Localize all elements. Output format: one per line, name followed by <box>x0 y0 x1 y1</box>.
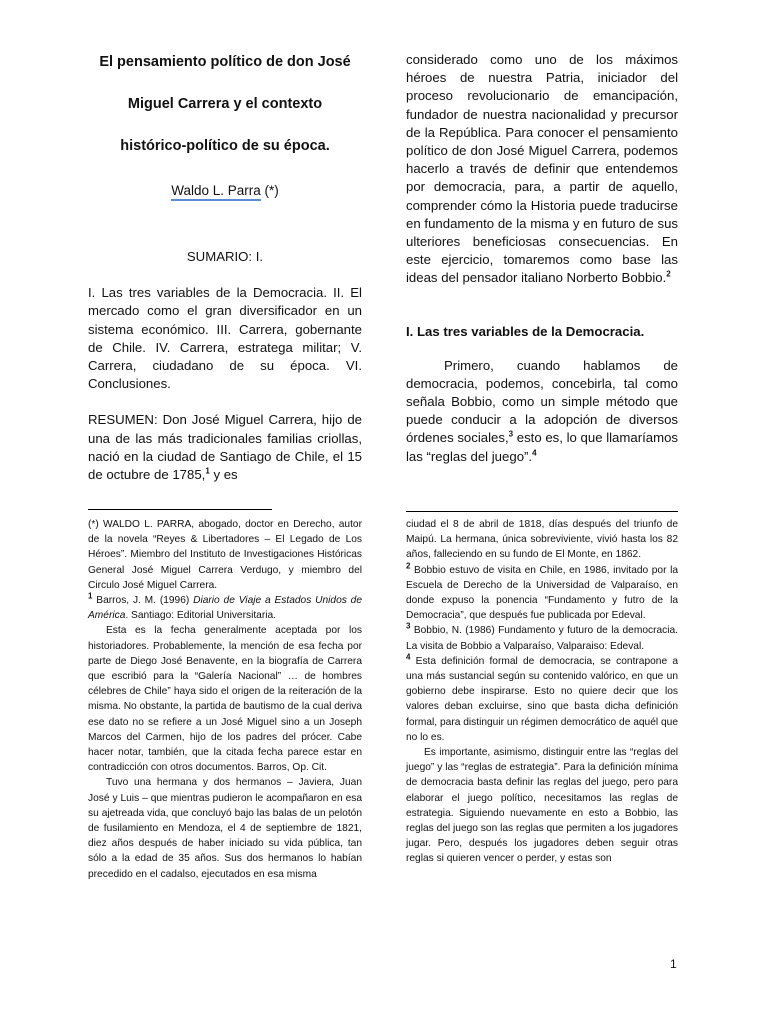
section-paragraph <box>406 357 678 466</box>
sumario-heading: SUMARIO: I. <box>186 249 264 264</box>
footnote-separator-left <box>88 509 272 510</box>
footnote-1-book-title: Diario de Viaje a Estados Unidos de América <box>88 595 362 622</box>
sumario-block <box>88 248 362 484</box>
resumen-text-1: RESUMEN: Don José Miguel Carrera, hijo de una de las más tradicionales familias criollas, nació en la ciudad de Santiago de Chile, el 15 de octubre de 1785, <box>88 412 362 483</box>
continuation-text: considerado como uno de los máximos héroes de nuestra Patria, iniciador del proceso revolucionario de emancipación, fundador de nuestra nacionalidad y precursor de la República. Para conocer el pensamiento político de don José Miguel Carrera, podemos hacerlo a través de definir que entendemos por democracia, para, a partir de aquello, comprender cómo la Historia puede traducirse en fundamento de la misma y en futuro de sus ulteriores beneficiosas consecuencias. En este ejercicio, tomaremos como base las ideas del pensador italiano Norberto Bobbio. <box>406 52 678 286</box>
footnotes-right <box>406 517 678 867</box>
footnote-2-number: 2 <box>406 561 411 571</box>
title-line-1: El pensamiento político de don José <box>99 54 351 70</box>
footnotes-left <box>88 517 362 882</box>
resumen-ref-1[interactable]: 1 <box>205 466 210 476</box>
author-mark: (*) <box>260 183 279 198</box>
footnote-1-text-b: . Santiago: Editorial Universitaria. <box>125 610 276 622</box>
sumario-text: I. Las tres variables de la Democracia. II. El mercado como el gran diversificador en un sistema económico. III. Carrera, gobernante de Chile. IV. Carrera, estratega militar; V. Carrera, ciudadano de su época. VI. Conclusiones. <box>88 285 362 392</box>
footnote-1 <box>88 593 362 623</box>
author-byline <box>88 183 362 198</box>
section-ref-4[interactable]: 4 <box>532 448 537 458</box>
continuation-ref-2[interactable]: 2 <box>666 270 671 280</box>
resumen-paragraph <box>88 411 362 484</box>
footnote-1-paragraph-3: Tuvo una hermana y dos hermanos – Javiera, Juan José y Luis – que mientras pudieron le acompañaron en esa su ajetreada vida, que concluyó bajo las balas de un pelotón de fusilamiento en Mendoza, el 4 de septiembre de 1821, diez años después de haber iniciado su vida pública, tan sólo a la edad de 35 años. Sus dos hermanos lo habían precedido en el cadalso, ejecutados en esa misma <box>88 777 362 880</box>
footnote-4-number: 4 <box>406 652 411 662</box>
section-heading: I. Las tres variables de la Democracia. <box>406 323 645 339</box>
footnote-1-continuation: ciudad el 8 de abril de 1818, días después del triunfo de Maipú. La hermana, única sobreviviente, vivió hasta los 82 años, falleciendo en su fundo de El Monte, en 1862. <box>406 519 678 561</box>
continuation-paragraph <box>406 51 678 288</box>
footnote-3-text: Bobbio, N. (1986) Fundamento y futuro de la democracia. La visita de Bobbio a Valparaíso, Valparaiso: Edeval. <box>406 625 678 652</box>
title-line-3: histórico-político de su época. <box>120 138 330 154</box>
footnote-2-text: Bobbio estuvo de visita en Chile, en 1986, invitado por la Escuela de Derecho de la Universidad de Valparaíso, en donde expuso la ponencia “Fundamento y futro de la Democracia”, que después fue publicada por Edeval. <box>406 564 678 622</box>
footnote-separator-right <box>406 511 678 512</box>
author-name[interactable]: Waldo L. Parra <box>171 183 261 201</box>
page-number: 1 <box>670 957 677 971</box>
section-text-2: esto es, lo que llamaríamos las “reglas del juego”. <box>406 430 679 464</box>
author-footnote: (*) WALDO L. PARRA, abogado, doctor en Derecho, autor de la novela “Reyes & Libertadores – El Legado de Los Héroes”. Miembro del Instituto de Investigaciones Históricas General José Miguel Carrera Verdugo, y miembro del Circulo José Miguel Carrera. <box>88 519 362 591</box>
resumen-text-2: y es <box>209 467 238 483</box>
right-column <box>406 51 678 466</box>
footnote-1-number: 1 <box>88 591 93 601</box>
footnote-4-text: Esta definición formal de democracia, se contrapone a una más sustancial según su contenido valórico, en que un gobierno debe inspirarse. Esto no quiere decir que los valores deban excluirse, sino que basta dicha definición formal, para distinguir un régimen democrático de aquél que no lo es. <box>406 655 678 743</box>
footnote-4 <box>406 654 678 745</box>
footnote-4-paragraph-2: Es importante, asimismo, distinguir entre las “reglas del juego” y las “reglas de estrategia”. Para la definición mínima de democracia basta definir las reglas del juego, pero para elaborar el juego político, necesitamos las reglas de estrategia. Siguiendo nuevamente en esto a Bobbio, las reglas del juego son las reglas que permiten a los jugadores jugar. Pero, después los jugadores deben seguir otras reglas si quieren vencer o perder, y estas son <box>406 747 678 865</box>
title-line-2: Miguel Carrera y el contexto <box>127 96 323 112</box>
footnote-2 <box>406 563 678 624</box>
section-text-1: Primero, cuando hablamos de democracia, podemos, concebirla, tal como señala Bobbio, como un simple método que puede conducir a la adopción de diversos órdenes sociales, <box>406 357 678 446</box>
footnote-3 <box>406 623 678 653</box>
left-column <box>88 41 362 198</box>
footnote-3-number: 3 <box>406 622 411 632</box>
section-ref-3[interactable]: 3 <box>508 430 514 440</box>
footnote-1-text-a: Barros, J. M. (1996) <box>92 595 194 607</box>
footnote-1-paragraph-2: Esta es la fecha generalmente aceptada por los historiadores. Probablemente, la mención de esa fecha por parte de Diego José Benavente, en la biografía de Carrera que escribió para la “Galería Nacional” … de hombres célebres de Chile” haya sido el origen de la reiteración de la misma. No obstante, la partida de bautismo de la cual deriva ese dato no se refiere a un José Miguel sino a un Joseph Marcos del Carmen, hijo de los padres del prócer. Cabe hacer notar, también, que la citada fecha parece estar en contradicción con otros documentos. Barros, Op. Cit. <box>88 625 362 774</box>
